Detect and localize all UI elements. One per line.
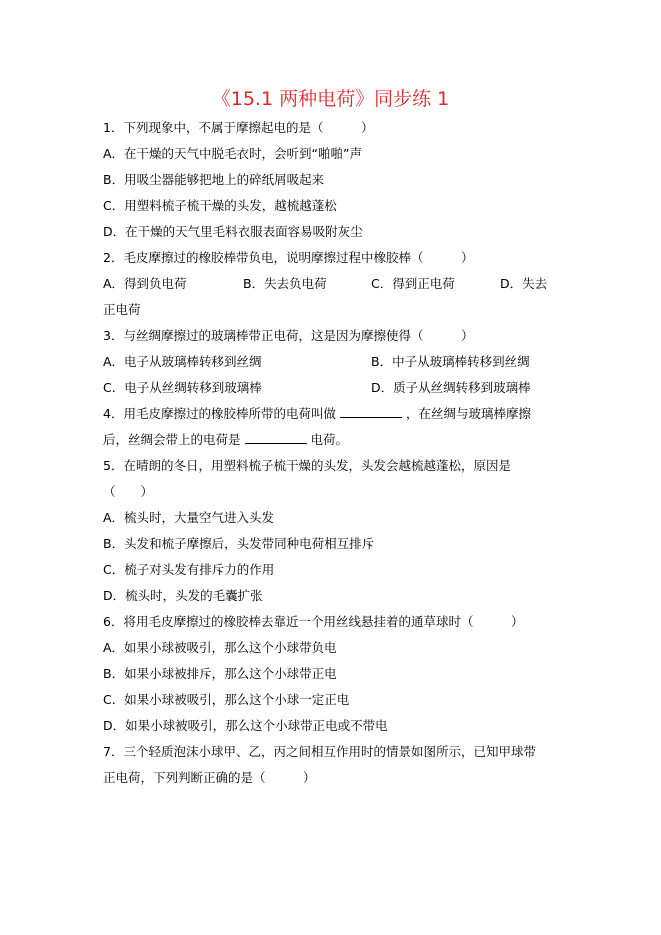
question-2-stem: 2．毛皮摩擦过的橡胶棒带负电，说明摩擦过程中橡胶棒（ ） — [103, 250, 474, 265]
question-2-option-a: A．得到负电荷 — [103, 276, 187, 291]
question-7-stem-continued: 正电荷，下列判断正确的是（ ） — [103, 770, 316, 785]
question-2-option-d-continued: 正电荷 — [103, 302, 141, 317]
question-5-option-a: A．梳头时，大量空气进入头发 — [103, 510, 275, 525]
question-5-option-b: B．头发和梳子摩擦后，头发带同种电荷相互排斥 — [103, 536, 375, 551]
question-5-stem: 5．在晴朗的冬日，用塑料梳子梳干燥的头发，头发会越梳越蓬松，原因是 — [103, 458, 511, 473]
question-6-option-b: B．如果小球被排斥，那么这个小球带正电 — [103, 666, 337, 681]
question-4-line-2 — [103, 431, 348, 449]
question-5-option-c: C．梳子对头发有排斥力的作用 — [103, 562, 275, 577]
question-1-option-b: B．用吸尘器能够把地上的碎纸屑吸起来 — [103, 172, 325, 187]
question-3-option-c: C．电子从丝绸转移到玻璃棒 — [103, 380, 262, 395]
question-5-option-d: D．梳头时，头发的毛囊扩张 — [103, 588, 263, 603]
question-4-text-1: 4．用毛皮摩擦过的橡胶棒所带的电荷叫做 — [103, 406, 336, 421]
question-4-text-4: 电荷。 — [310, 432, 349, 447]
question-6-option-a: A．如果小球被吸引，那么这个小球带负电 — [103, 640, 337, 655]
question-6-stem: 6．将用毛皮摩擦过的橡胶棒去靠近一个用丝线悬挂着的通草球时（ ） — [103, 614, 524, 629]
question-2-option-c: C．得到正电荷 — [371, 276, 455, 291]
question-3-option-d: D．质子从丝绸转移到玻璃棒 — [371, 380, 531, 395]
question-2-option-d: D．失去 — [500, 276, 548, 291]
question-3-option-b: B．中子从玻璃棒转移到丝绸 — [371, 354, 530, 369]
answer-blank-1[interactable] — [340, 405, 402, 418]
question-5-paren: （ ） — [103, 484, 154, 499]
question-3-stem: 3．与丝绸摩擦过的玻璃棒带正电荷，这是因为摩擦使得（ ） — [103, 328, 474, 343]
question-7-stem: 7．三个轻质泡沫小球甲、乙，丙之间相互作用时的情景如图所示，已知甲球带 — [103, 744, 536, 759]
question-1-stem: 1．下列现象中，不属于摩擦起电的是（ ） — [103, 120, 374, 135]
page-title: 《15.1 两种电荷》同步练 1 — [211, 88, 450, 110]
question-1-option-c: C．用塑料梳子梳干燥的头发，越梳越蓬松 — [103, 198, 337, 213]
question-6-option-d: D．如果小球被吸引，那么这个小球带正电或不带电 — [103, 718, 388, 733]
question-2-option-b: B．失去负电荷 — [243, 276, 327, 291]
question-4-line-1 — [103, 405, 531, 423]
answer-blank-2[interactable] — [245, 431, 307, 444]
question-4-text-3: 后，丝绸会带上的电荷是 — [103, 432, 241, 447]
question-3-option-a: A．电子从玻璃棒转移到丝绸 — [103, 354, 262, 369]
question-6-option-c: C．如果小球被吸引，那么这个小球一定正电 — [103, 692, 350, 707]
question-1-option-a: A．在干燥的天气中脱毛衣时，会听到“啪啪”声 — [103, 146, 363, 161]
question-4-text-2: ，在丝绸与玻璃棒摩擦 — [405, 406, 531, 421]
question-1-option-d: D．在干燥的天气里毛料衣服表面容易吸附灰尘 — [103, 224, 363, 239]
